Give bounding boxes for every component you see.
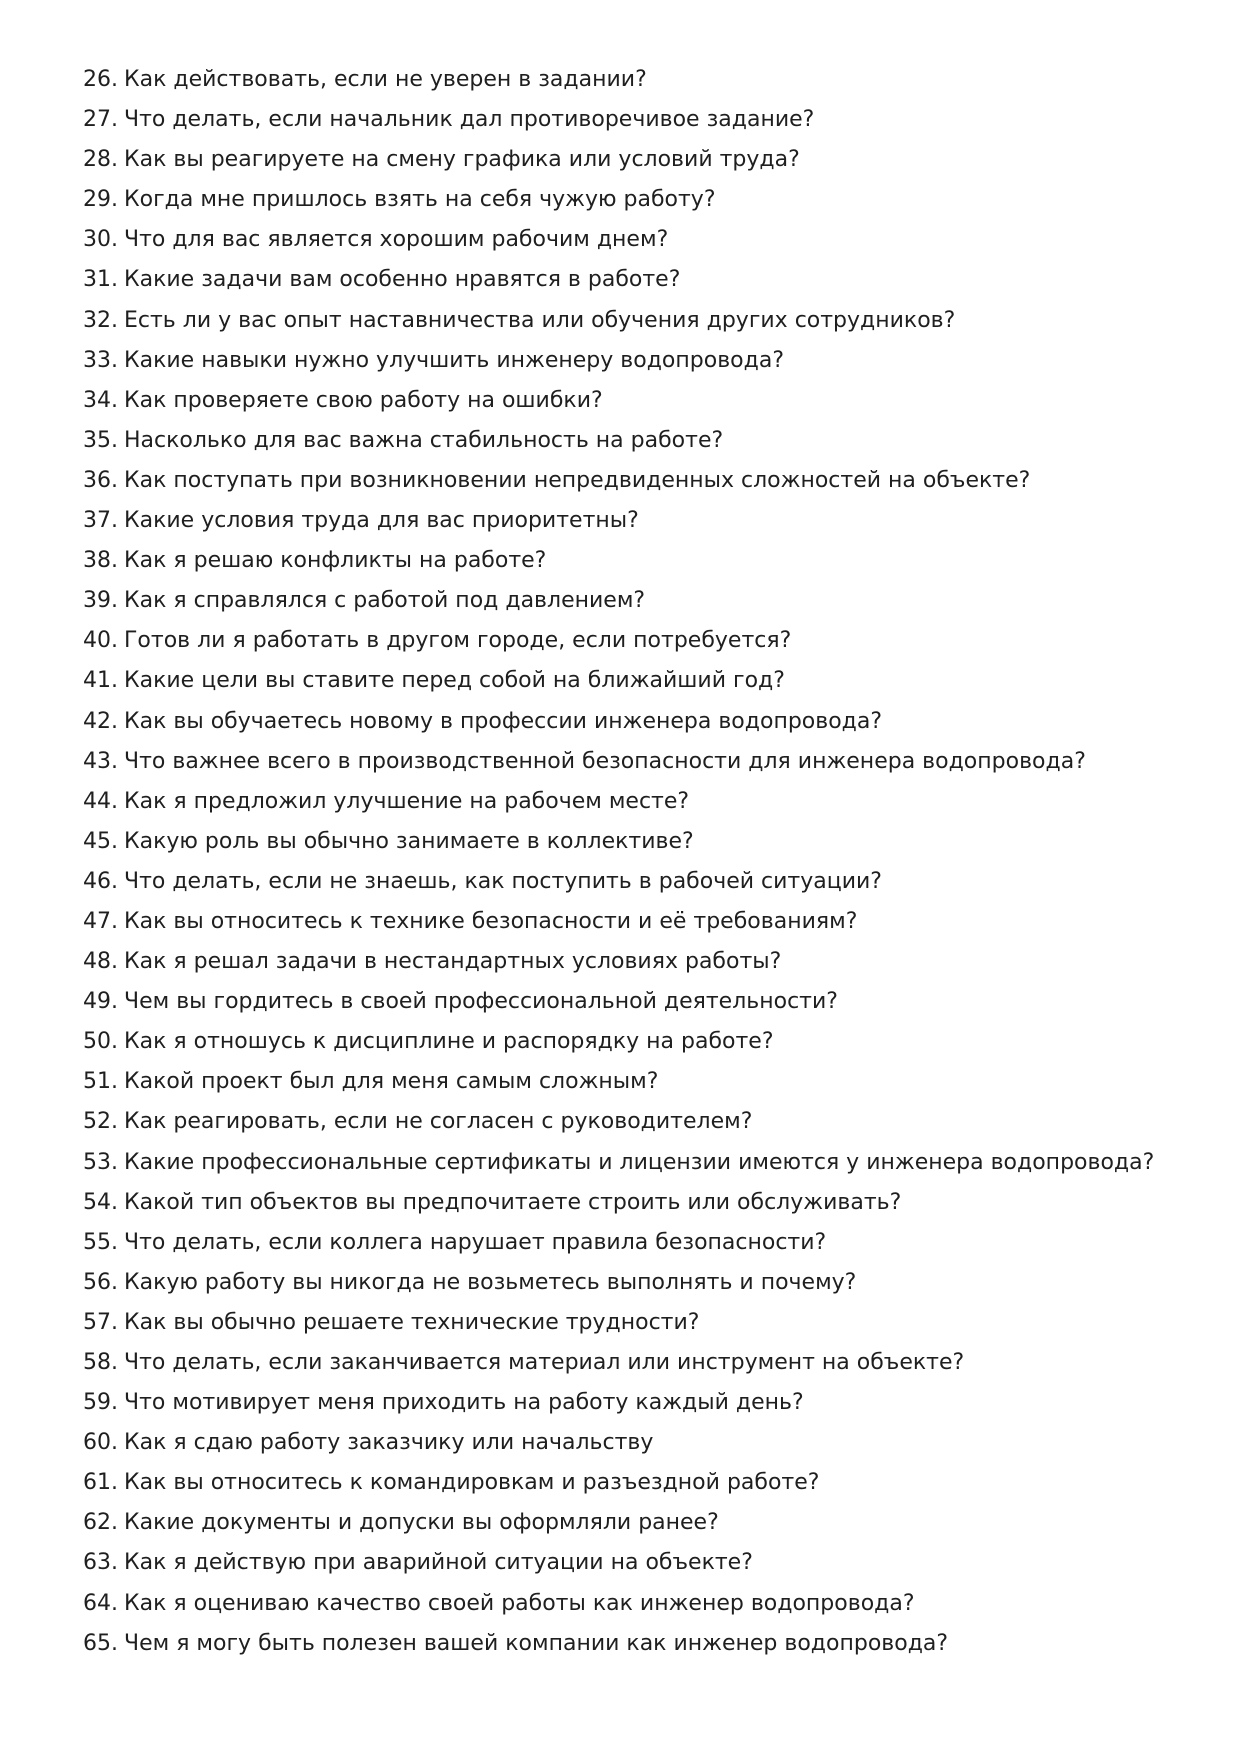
list-item [83,742,1203,782]
question-number: 44. [83,788,118,814]
question-text: Как я действую при аварийной ситуации на объекте? [124,1550,753,1576]
list-item [83,822,1203,862]
question-text: Как вы обучаетесь новому в профессии инженера водопровода? [124,708,883,734]
question-number: 56. [83,1269,118,1295]
question-text: Что мотивирует меня приходить на работу каждый день? [124,1390,804,1416]
list-item [83,1423,1203,1463]
question-text: Какие документы и допуски вы оформляли ранее? [124,1510,719,1536]
list-item [83,1503,1203,1543]
question-number: 36. [83,467,118,493]
question-number: 40. [83,628,118,654]
question-number: 51. [83,1069,118,1095]
list-item [83,1584,1203,1624]
list-item [83,301,1203,341]
list-item [83,501,1203,541]
list-item [83,782,1203,822]
question-text: Как вы обычно решаете технические трудности? [124,1309,700,1335]
question-number: 29. [83,187,118,213]
list-item [83,341,1203,381]
question-number: 62. [83,1510,118,1536]
list-item [83,180,1203,220]
question-text: Что делать, если не знаешь, как поступить в рабочей ситуации? [124,868,882,894]
question-number: 32. [83,307,118,333]
list-item [83,1223,1203,1263]
list-item [83,862,1203,902]
question-text: Как я справлялся с работой под давлением? [124,588,646,614]
question-text: Что делать, если коллега нарушает правила безопасности? [124,1229,827,1255]
list-item [83,942,1203,982]
list-item [83,220,1203,260]
list-item [83,60,1203,100]
question-text: Как я решал задачи в нестандартных условиях работы? [124,949,782,975]
list-item [83,1343,1203,1383]
list-item [83,260,1203,300]
question-text: Какие цели вы ставите перед собой на ближайший год? [124,668,785,694]
question-text: Что для вас является хорошим рабочим днем? [124,227,669,253]
question-text: Чем я могу быть полезен вашей компании как инженер водопровода? [124,1630,949,1656]
question-number: 47. [83,908,118,934]
question-number: 65. [83,1630,118,1656]
question-number: 57. [83,1309,118,1335]
question-number: 37. [83,508,118,534]
question-text: Как вы относитесь к технике безопасности и её требованиям? [124,908,858,934]
question-number: 31. [83,267,118,293]
question-number: 28. [83,147,118,173]
question-text: Какие условия труда для вас приоритетны? [124,508,639,534]
question-number: 41. [83,668,118,694]
question-number: 55. [83,1229,118,1255]
question-number: 30. [83,227,118,253]
question-number: 54. [83,1189,118,1215]
question-text: Насколько для вас важна стабильность на работе? [124,427,724,453]
question-number: 60. [83,1430,118,1456]
list-item [83,1102,1203,1142]
question-text: Как проверяете свою работу на ошибки? [124,387,603,413]
question-number: 35. [83,427,118,453]
list-item [83,581,1203,621]
question-text: Что делать, если заканчивается материал или инструмент на объекте? [124,1350,965,1375]
question-text: Какие навыки нужно улучшить инженеру водопровода? [124,347,784,373]
question-number: 59. [83,1390,118,1416]
list-item [83,1022,1203,1062]
question-text: Как действовать, если не уверен в задании? [124,67,647,92]
question-number: 26. [83,67,118,92]
question-text: Как вы реагируете на смену графика или условий труда? [124,147,800,173]
question-text: Какой тип объектов вы предпочитаете строить или обслуживать? [124,1189,902,1215]
question-text: Когда мне пришлось взять на себя чужую работу? [124,187,716,213]
question-text: Как поступать при возникновении непредвиденных сложностей на объекте? [124,467,1031,493]
list-item [83,661,1203,701]
question-text: Чем вы гордитесь в своей профессиональной деятельности? [124,989,838,1015]
list-item [83,461,1203,501]
question-text: Какую работу вы никогда не возьметесь выполнять и почему? [124,1269,857,1295]
question-number: 53. [83,1149,118,1175]
question-text: Готов ли я работать в другом городе, если потребуется? [124,628,792,654]
list-item [83,541,1203,581]
question-text: Как я решаю конфликты на работе? [124,548,547,574]
question-number: 49. [83,989,118,1015]
list-item [83,1143,1203,1183]
question-text: Как я предложил улучшение на рабочем месте? [124,788,690,814]
question-text: Что делать, если начальник дал противоречивое задание? [124,107,815,133]
question-number: 52. [83,1109,118,1135]
question-text: Какие профессиональные сертификаты и лицензии имеются у инженера водопровода? [124,1149,1155,1175]
question-text: Есть ли у вас опыт наставничества или обучения других сотрудников? [124,307,956,333]
list-item [83,1383,1203,1423]
question-number: 48. [83,949,118,975]
list-item [83,1062,1203,1102]
list-item [83,1624,1203,1664]
question-number: 43. [83,748,118,774]
question-text: Какие задачи вам особенно нравятся в работе? [124,267,681,293]
list-item [83,421,1203,461]
question-text: Как я оцениваю качество своей работы как инженер водопровода? [124,1590,915,1616]
list-item [83,140,1203,180]
question-number: 38. [83,548,118,574]
list-item [83,902,1203,942]
question-number: 39. [83,588,118,614]
list-item [83,702,1203,742]
question-number: 50. [83,1029,118,1055]
question-number: 63. [83,1550,118,1576]
list-item [83,621,1203,661]
question-number: 64. [83,1590,118,1616]
question-text: Что важнее всего в производственной безопасности для инженера водопровода? [124,748,1086,774]
question-text: Как я отношусь к дисциплине и распорядку на работе? [124,1029,774,1055]
question-text: Какую роль вы обычно занимаете в коллективе? [124,828,694,854]
question-number: 42. [83,708,118,734]
question-text: Какой проект был для меня самым сложным? [124,1069,659,1095]
list-item [83,1463,1203,1503]
question-number: 61. [83,1470,118,1496]
question-number: 33. [83,347,118,373]
list-item [83,1263,1203,1303]
list-item [83,982,1203,1022]
list-item [83,1183,1203,1223]
question-number: 45. [83,828,118,854]
question-text: Как я сдаю работу заказчику или начальству [124,1430,654,1456]
question-list [83,60,1203,1664]
question-text: Как вы относитесь к командировкам и разъездной работе? [124,1470,820,1496]
question-number: 46. [83,868,118,894]
question-number: 27. [83,107,118,133]
list-item [83,1543,1203,1583]
list-item [83,100,1203,140]
question-text: Как реагировать, если не согласен с руководителем? [124,1109,753,1135]
list-item [83,1303,1203,1343]
question-number: 34. [83,387,118,413]
question-number: 58. [83,1350,118,1375]
list-item [83,381,1203,421]
